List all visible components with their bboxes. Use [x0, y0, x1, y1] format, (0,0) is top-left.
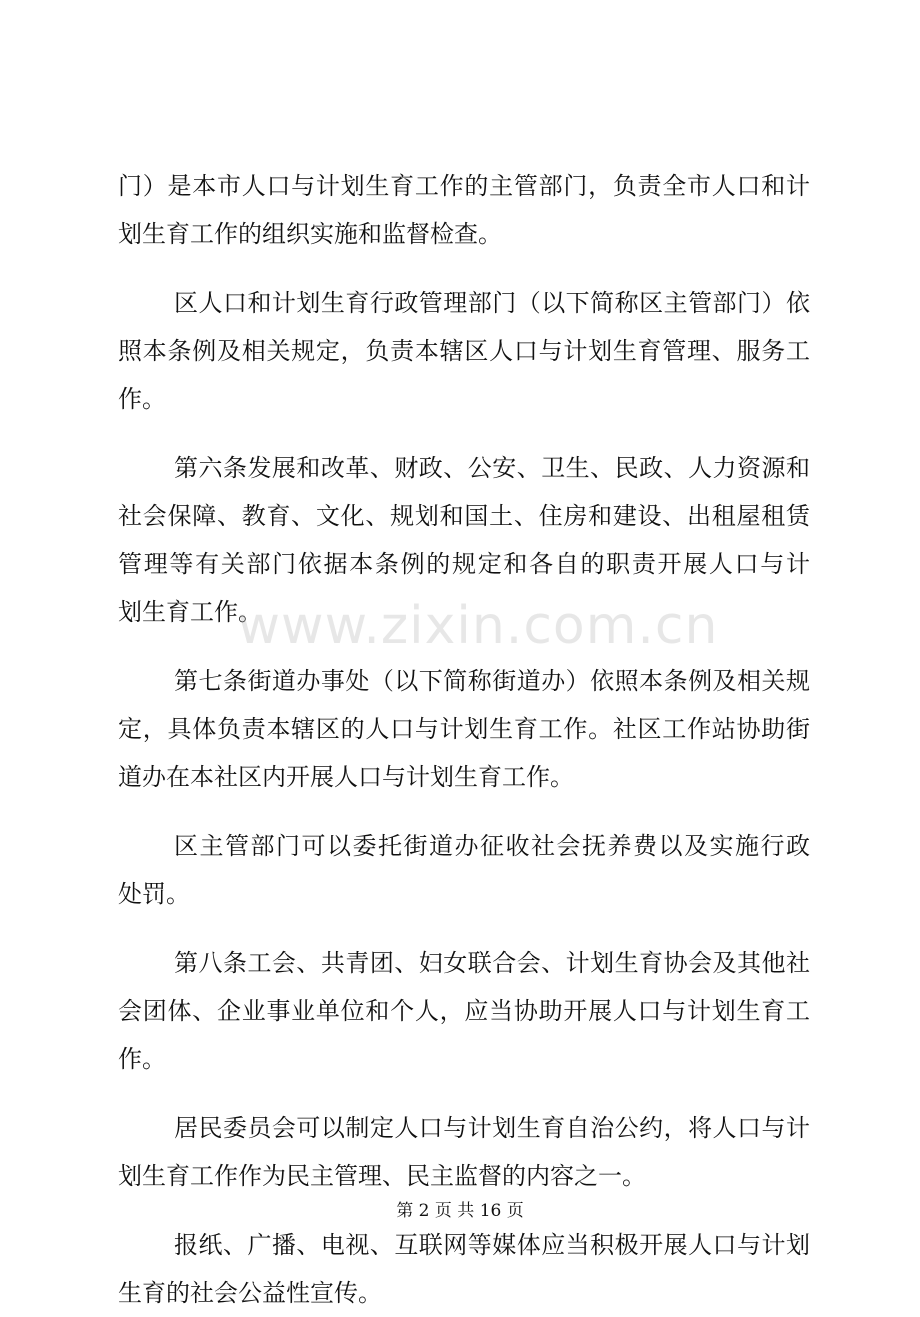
- paragraph-line: 作。: [118, 1045, 166, 1073]
- page-footer: 第 2 页 共 16 页: [396, 1201, 524, 1221]
- paragraph: [118, 444, 810, 636]
- paragraph: [118, 279, 810, 423]
- paragraph-line: 定，具体负责本辖区的人口与计划生育工作。社区工作站协助街: [118, 715, 810, 743]
- paragraph: [118, 822, 810, 918]
- paragraph-line: 报纸、广播、电视、互联网等媒体应当积极开展人口与计划: [174, 1231, 810, 1259]
- paragraph-line: 管理等有关部门依据本条例的规定和各自的职责开展人口与计: [118, 550, 810, 578]
- paragraph: [118, 1104, 810, 1200]
- paragraph-line: 门）是本市人口与计划生育工作的主管部门，负责全市人口和计: [118, 172, 810, 200]
- paragraph-line: 划生育工作。: [118, 598, 262, 626]
- paragraph: [118, 657, 810, 801]
- paragraph-line: 处罚。: [118, 880, 190, 908]
- paragraph-line: 划生育工作作为民主管理、民主监督的内容之一。: [118, 1162, 646, 1190]
- paragraph-line: 区主管部门可以委托街道办征收社会抚养费以及实施行政: [174, 832, 810, 860]
- paragraph: [118, 939, 810, 1083]
- paragraph-line: 作。: [118, 385, 166, 413]
- paragraph: [118, 162, 810, 258]
- paragraph-line: 会团体、企业事业单位和个人，应当协助开展人口与计划生育工: [118, 997, 810, 1025]
- paragraph-line: 居民委员会可以制定人口与计划生育自治公约，将人口与计: [174, 1114, 810, 1142]
- paragraph-line: 第七条街道办事处（以下简称街道办）依照本条例及相关规: [174, 667, 810, 695]
- paragraph-line: 照本条例及相关规定，负责本辖区人口与计划生育管理、服务工: [118, 337, 810, 365]
- document-body: [118, 162, 810, 1317]
- watermark: www.zixin.com.cn: [237, 596, 719, 656]
- paragraph-line: 划生育工作的组织实施和监督检查。: [118, 220, 502, 248]
- paragraph-line: 生育的社会公益性宣传。: [118, 1279, 382, 1307]
- paragraph-line: 第六条发展和改革、财政、公安、卫生、民政、人力资源和: [174, 454, 810, 482]
- paragraph-line: 道办在本社区内开展人口与计划生育工作。: [118, 763, 574, 791]
- paragraph: [118, 1221, 810, 1317]
- paragraph-line: 区人口和计划生育行政管理部门（以下简称区主管部门）依: [174, 289, 810, 317]
- paragraph-line: 社会保障、教育、文化、规划和国土、住房和建设、出租屋租赁: [118, 502, 810, 530]
- paragraph-line: 第八条工会、共青团、妇女联合会、计划生育协会及其他社: [174, 949, 810, 977]
